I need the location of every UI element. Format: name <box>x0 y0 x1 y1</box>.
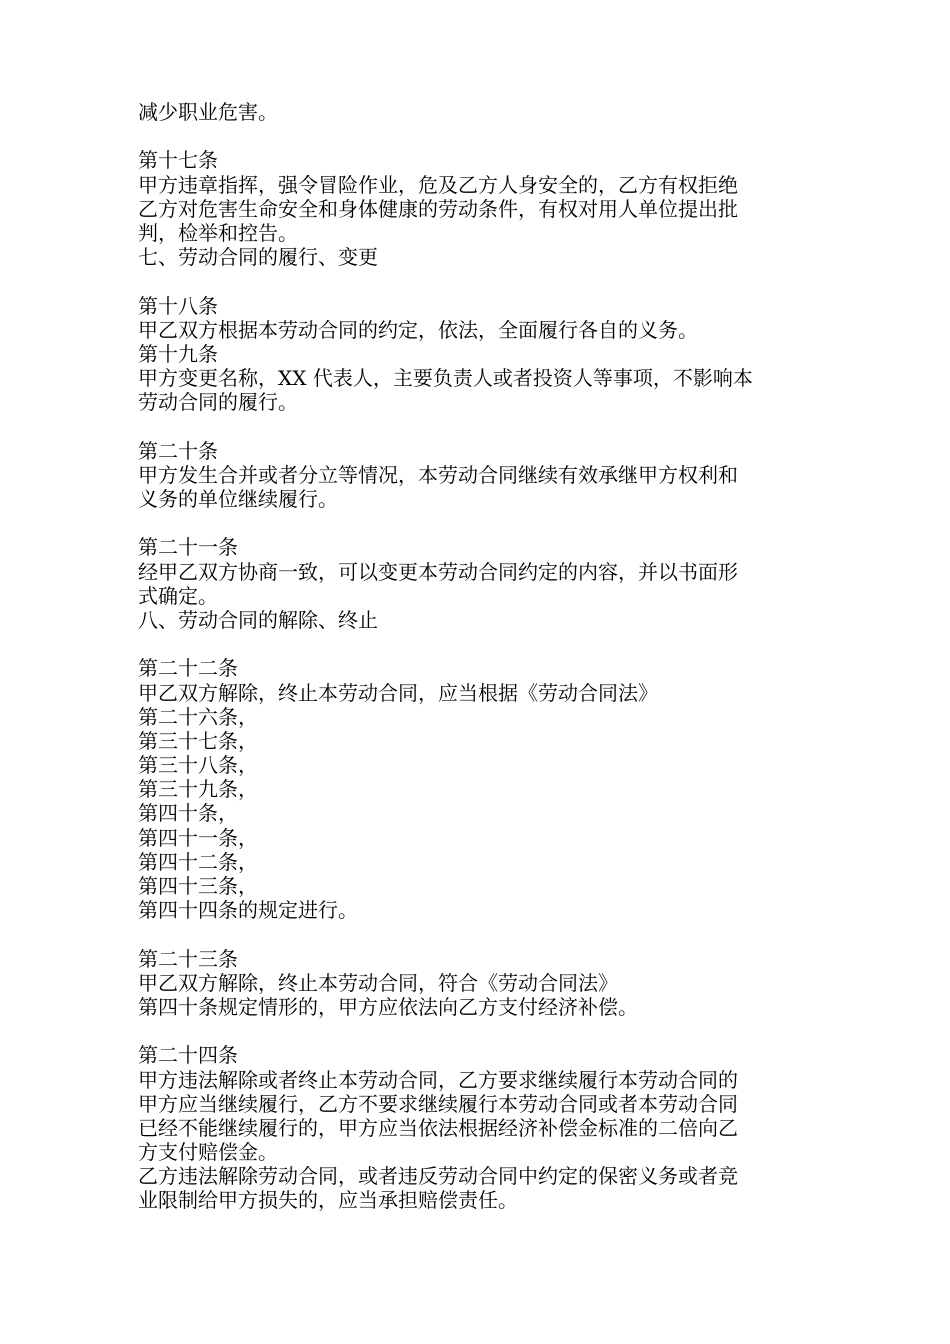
text-line: 义务的单位继续履行。 <box>138 487 338 511</box>
text-line: 第十八条 <box>138 293 218 318</box>
blank-line <box>138 511 818 535</box>
text-line: 甲方违法解除或者终止本劳动合同，乙方要求继续履行本劳动合同的 <box>138 1067 738 1092</box>
text-line: 八、劳动合同的解除、终止 <box>138 607 378 632</box>
text-line: 第三十七条， <box>138 728 258 753</box>
document-page <box>138 100 818 1213</box>
text-line: 甲方发生合并或者分立等情况，本劳动合同继续有效承继甲方权利和 <box>138 462 738 487</box>
text-line: 七、劳动合同的履行、变更 <box>138 245 378 270</box>
blank-line <box>138 632 818 656</box>
blank-line <box>138 124 818 148</box>
text-line: 第二十二条 <box>138 656 238 681</box>
text-line: 甲方应当继续履行，乙方不要求继续履行本劳动合同或者本劳动合同 <box>138 1091 738 1116</box>
blank-line <box>138 269 818 293</box>
text-line: 劳动合同的履行。 <box>138 390 298 415</box>
text-line: 第四十条， <box>138 801 238 826</box>
text-line: 已经不能继续履行的，甲方应当依法根据经济补偿金标准的二倍向乙 <box>138 1115 738 1140</box>
text-line: 第四十二条， <box>138 849 258 874</box>
text-line: 乙方违法解除劳动合同，或者违反劳动合同中约定的保密义务或者竞 <box>138 1164 738 1189</box>
text-line: 第四十一条， <box>138 825 258 850</box>
text-line: 甲乙双方解除，终止本劳动合同，应当根据《劳动合同法》 <box>138 680 658 705</box>
text-line: 第四十条规定情形的，甲方应依法向乙方支付经济补偿。 <box>138 994 638 1019</box>
text-line: 经甲乙双方协商一致，可以变更本劳动合同约定的内容，并以书面形 <box>138 559 738 584</box>
text-line: 判，检举和控告。 <box>138 220 298 245</box>
text-line: 第三十九条， <box>138 777 258 802</box>
text-line: 甲乙双方根据本劳动合同的约定，依法，全面履行各自的义务。 <box>138 317 698 342</box>
text-line: 式确定。 <box>138 583 218 608</box>
text-line: 第二十条 <box>138 438 218 463</box>
text-line: 甲方变更名称，XX 代表人，主要负责人或者投资人等事项，不影响本 <box>138 366 753 391</box>
text-line: 第四十三条， <box>138 874 258 898</box>
text-line: 减少职业危害。 <box>138 100 278 124</box>
text-line: 业限制给甲方损失的，应当承担赔偿责任。 <box>138 1188 518 1213</box>
text-line: 第十七条 <box>138 148 218 173</box>
text-line: 第二十三条 <box>138 946 238 971</box>
text-line: 方支付赔偿金。 <box>138 1140 278 1165</box>
text-line: 甲方违章指挥，强令冒险作业，危及乙方人身安全的，乙方有权拒绝 <box>138 172 738 197</box>
text-line: 第三十八条， <box>138 753 258 778</box>
text-line: 第四十四条的规定进行。 <box>138 898 358 923</box>
text-line: 第二十六条， <box>138 704 258 729</box>
text-line: 第十九条 <box>138 341 218 366</box>
blank-line <box>138 1019 818 1043</box>
blank-line <box>138 414 818 438</box>
blank-line <box>138 922 818 946</box>
text-line: 甲乙双方解除，终止本劳动合同，符合《劳动合同法》 <box>138 970 618 995</box>
text-line: 乙方对危害生命安全和身体健康的劳动条件，有权对用人单位提出批 <box>138 196 738 221</box>
text-line: 第二十一条 <box>138 535 238 560</box>
text-line: 第二十四条 <box>138 1043 238 1068</box>
